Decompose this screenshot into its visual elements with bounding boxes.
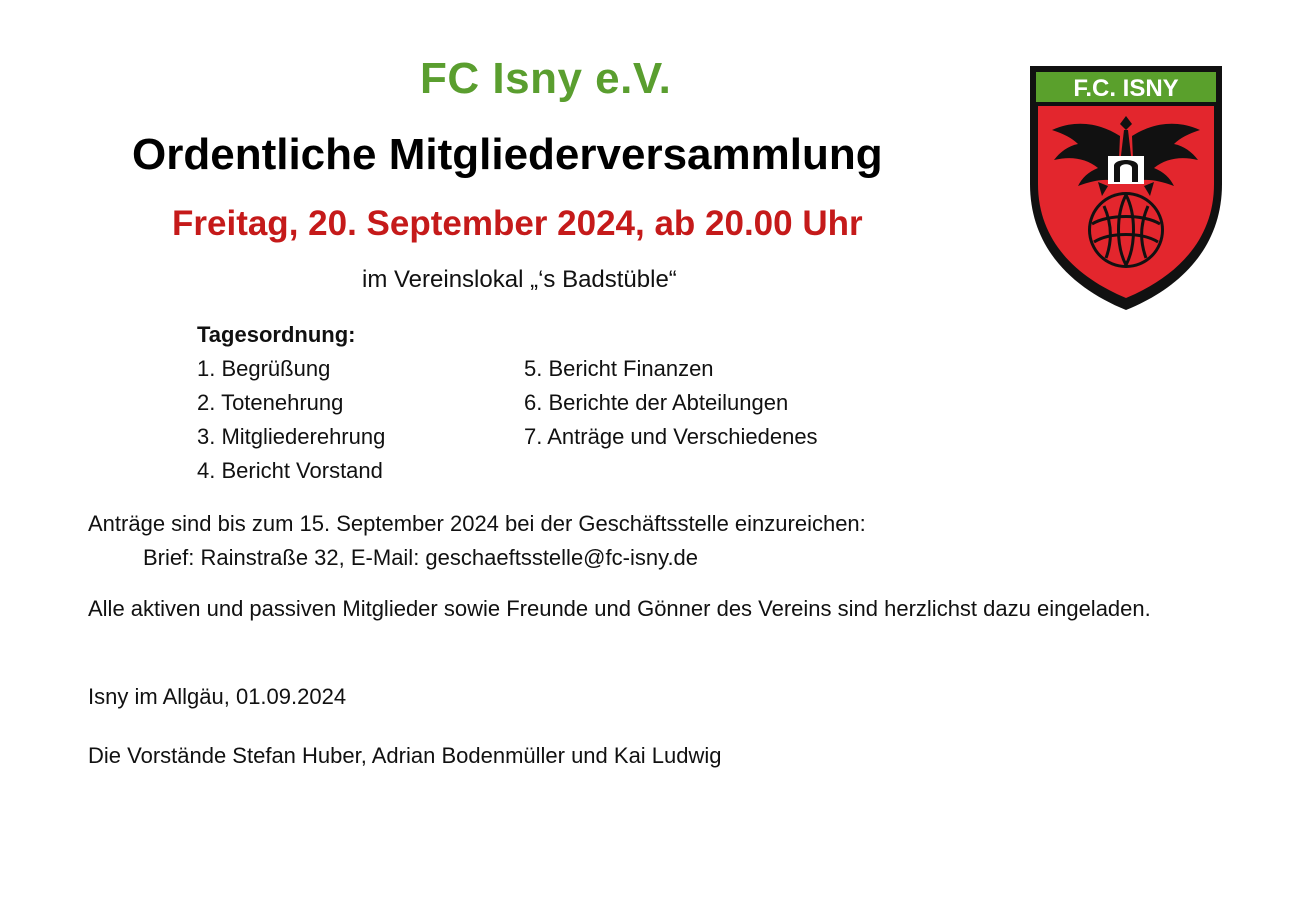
agenda	[197, 318, 897, 492]
motions-deadline-text: Anträge sind bis zum 15. September 2024 bei der Geschäftsstelle einzureichen:	[88, 511, 866, 536]
place-date: Isny im Allgäu, 01.09.2024	[88, 684, 347, 709]
agenda-heading: Tagesordnung:	[197, 322, 356, 347]
motions-contact-text: Brief: Rainstraße 32, E-Mail: geschaeftsstelle@fc-isny.de	[143, 545, 699, 570]
agenda-item: 6. Berichte der Abteilungen	[524, 390, 789, 415]
event-title: Ordentliche Mitgliederversammlung	[132, 130, 883, 179]
agenda-item: 7. Anträge und Verschiedenes	[524, 424, 818, 449]
agenda-item: 1. Begrüßung	[197, 356, 331, 381]
club-name: FC Isny e.V.	[420, 54, 672, 103]
football-icon	[1088, 192, 1164, 268]
signature: Die Vorstände Stefan Huber, Adrian Bodenmüller und Kai Ludwig	[88, 743, 722, 768]
agenda-item: 2. Totenehrung	[197, 390, 344, 415]
crest-badge-text: F.C. ISNY	[1073, 75, 1179, 102]
agenda-item: 3. Mitgliederehrung	[197, 424, 386, 449]
invitation-text: Alle aktiven und passiven Mitglieder sowie Freunde und Gönner des Vereins sind herzlichst dazu eingeladen.	[88, 596, 1151, 621]
agenda-item: 5. Bericht Finanzen	[524, 356, 714, 381]
agenda-column-left	[197, 352, 385, 488]
event-date: Freitag, 20. September 2024, ab 20.00 Uhr	[172, 204, 863, 243]
agenda-items	[197, 352, 897, 492]
agenda-item: 4. Bericht Vorstand	[197, 458, 383, 483]
club-crest-logo	[1028, 64, 1224, 312]
event-venue: im Vereinslokal „‘s Badstüble“	[362, 266, 677, 293]
agenda-column-right	[524, 352, 818, 454]
